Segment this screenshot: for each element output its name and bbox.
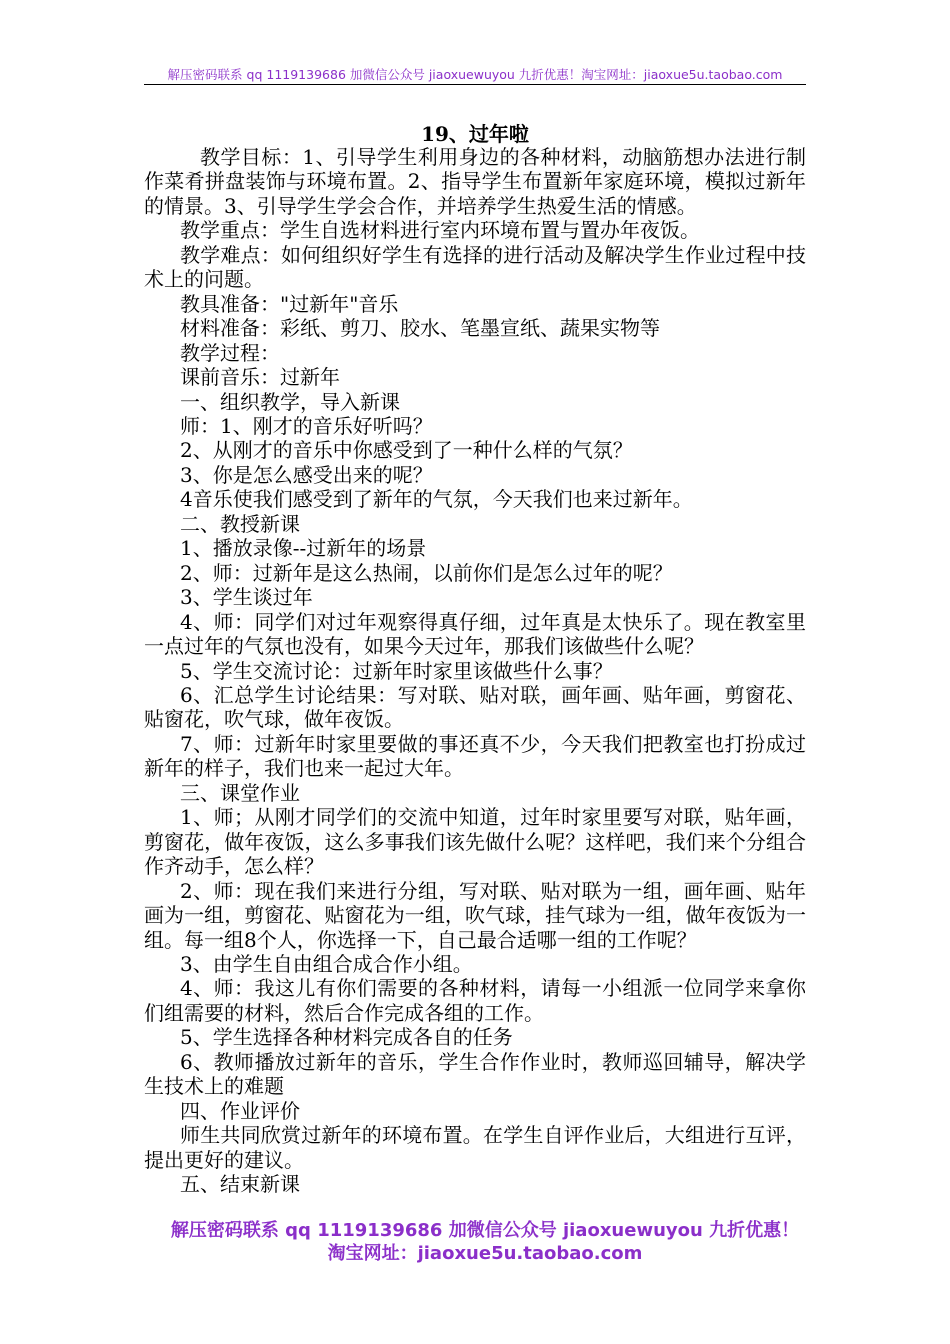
teaching-focus: 教学重点：学生自选材料进行室内环境布置与置办年夜饭。 bbox=[180, 218, 700, 243]
paragraph: 4、师：同学们对过年观察得真仔细，过年真是太快乐了。现在教室里一点过年的气氛也没有，如果今天过年，那我们该做些什么呢？ bbox=[144, 609, 806, 659]
section-heading-3: 三、课堂作业 bbox=[180, 780, 300, 805]
paragraph: 2、师：过新年是这么热闹，以前你们是怎么过年的呢？ bbox=[180, 560, 673, 585]
paragraph: 师：1、刚才的音乐好听吗？ bbox=[180, 413, 433, 438]
section-heading-1: 一、组织教学，导入新课 bbox=[180, 389, 400, 414]
page-footer-watermark bbox=[140, 1219, 830, 1265]
section-heading-2: 二、教授新课 bbox=[180, 511, 300, 536]
process-heading: 教学过程： bbox=[180, 340, 280, 365]
paragraph: 1、师；从刚才同学们的交流中知道，过年时家里要写对联，贴年画，剪窗花，做年夜饭，这么多事我们该先做什么呢？这样吧，我们来个分组合作齐动手，怎么样？ bbox=[144, 805, 806, 879]
pre-class-music: 课前音乐：过新年 bbox=[180, 365, 340, 390]
document-title: 19、过年啦 bbox=[421, 122, 529, 146]
document-body bbox=[144, 145, 806, 1196]
paragraph: 4、师：我这儿有你们需要的各种材料，请每一小组派一位同学来拿你们组需要的材料，然后合作完成各组的工作。 bbox=[144, 976, 806, 1025]
paragraph: 3、由学生自由组合成合作小组。 bbox=[180, 951, 473, 976]
materials: 材料准备：彩纸、剪刀、胶水、笔墨宣纸、蔬果实物等 bbox=[180, 316, 660, 341]
page-header-watermark: 解压密码联系 qq 1119139686 加微信公众号 jiaoxuewuyou 九折优惠！淘宝网址：jiaoxue5u.taobao.com bbox=[167, 67, 783, 82]
paragraph: 4音乐使我们感受到了新年的气氛，今天我们也来过新年。 bbox=[180, 487, 693, 512]
paragraph: 3、学生谈过年 bbox=[180, 585, 313, 610]
paragraph: 师生共同欣赏过新年的环境布置。在学生自评作业后，大组进行互评，提出更好的建议。 bbox=[144, 1123, 806, 1172]
paragraph: 3、你是怎么感受出来的呢？ bbox=[180, 462, 433, 487]
paragraph: 6、汇总学生讨论结果：写对联、贴对联，画年画、贴年画，剪窗花、贴窗花，吹气球，做年夜饭。 bbox=[144, 682, 806, 732]
paragraph: 5、学生选择各种材料完成各自的任务 bbox=[180, 1025, 513, 1050]
paragraph: 6、教师播放过新年的音乐，学生合作作业时，教师巡回辅导，解决学生技术上的难题 bbox=[144, 1049, 806, 1099]
teaching-objectives: 教学目标：1、引导学生利用身边的各种材料，动脑筋想办法进行制作菜肴拼盘装饰与环境布置。2、指导学生布置新年家庭环境，模拟过新年的情景。3、引导学生学会合作，并培养学生热爱生活的情感。 bbox=[144, 145, 806, 218]
section-heading-5: 五、结束新课 bbox=[180, 1172, 300, 1197]
section-heading-4: 四、作业评价 bbox=[180, 1098, 300, 1123]
teaching-difficulty: 教学难点：如何组织好学生有选择的进行活动及解决学生作业过程中技术上的问题。 bbox=[144, 242, 806, 292]
paragraph: 5、学生交流讨论：过新年时家里该做些什么事？ bbox=[180, 658, 613, 683]
paragraph: 7、师：过新年时家里要做的事还真不少，今天我们把教室也打扮成过新年的样子，我们也来一起过大年。 bbox=[144, 731, 806, 781]
footer-line-2: 淘宝网址：jiaoxue5u.taobao.com bbox=[327, 1243, 643, 1264]
paragraph: 2、从刚才的音乐中你感受到了一种什么样的气氛？ bbox=[180, 438, 633, 463]
footer-line-1: 解压密码联系 qq 1119139686 加微信公众号 jiaoxuewuyou 九折优惠！ bbox=[170, 1220, 800, 1241]
paragraph: 2、师：现在我们来进行分组，写对联、贴对联为一组，画年画、贴年画为一组，剪窗花、贴窗花为一组，吹气球，挂气球为一组，做年夜饭为一组。每一组8个人，你选择一下，自己最合适哪一组的工作呢？ bbox=[144, 878, 806, 952]
header-divider bbox=[144, 84, 806, 85]
paragraph: 1、播放录像--过新年的场景 bbox=[180, 536, 427, 561]
teaching-aids: 教具准备："过新年"音乐 bbox=[180, 291, 399, 316]
